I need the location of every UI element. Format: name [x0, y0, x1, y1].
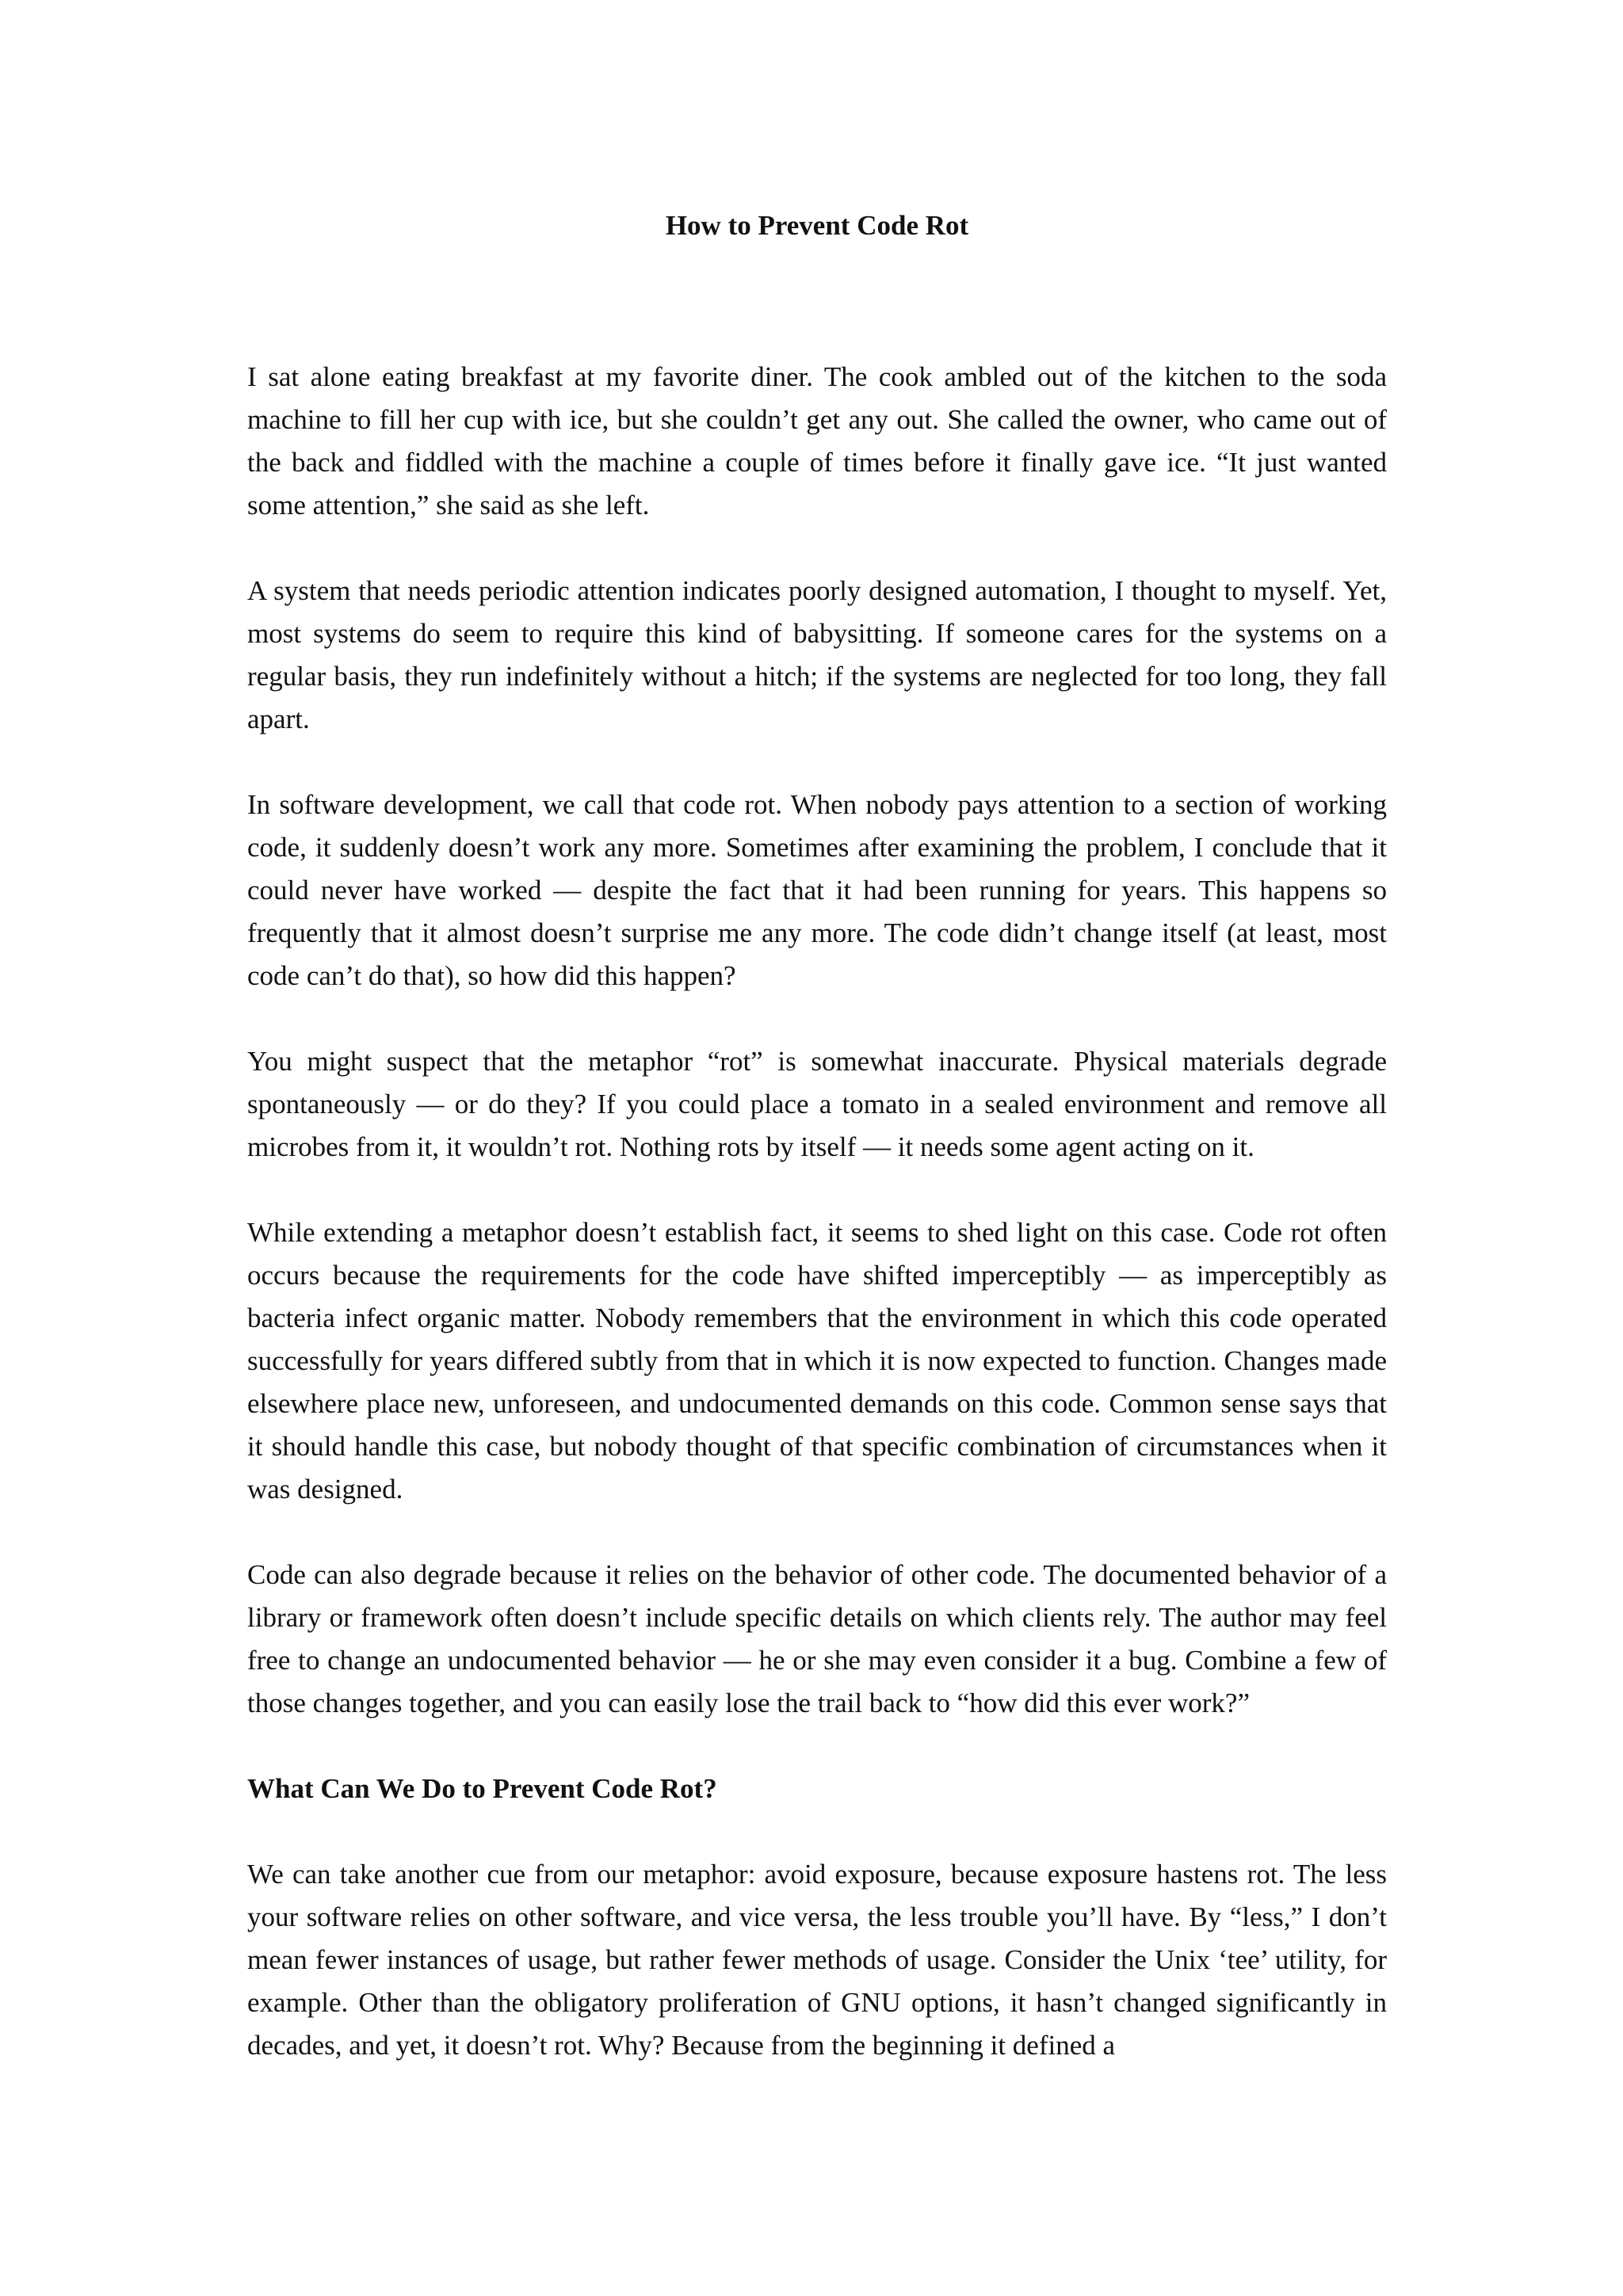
- paragraph-code-rot: In software development, we call that code rot. When nobody pays attention to a section of working code, it suddenly doesn’t work any more. Sometimes after examining the problem, I conclude that it could never have worked — despite the fact that it had been running for years. This happens so frequently that it almost doesn’t surprise me any more. The code didn’t change itself (at least, most code can’t do that), so how did this happen?: [247, 789, 1387, 991]
- paragraph-diner: I sat alone eating breakfast at my favorite diner. The cook ambled out of the kitchen to the soda machine to fill her cup with ice, but she couldn’t get any out. She called the owner, who came out of the back and fiddled with the machine a couple of times before it finally gave ice. “It just wanted some attention,” she said as she left.: [247, 361, 1387, 521]
- paragraph-spacer: [247, 1511, 1387, 1554]
- paragraph-spacer: [247, 1725, 1387, 1768]
- paragraph-spacer: [247, 997, 1387, 1040]
- paragraph-metaphor: You might suspect that the metaphor “rot” is somewhat inaccurate. Physical materials degrade spontaneously — or do they? If you could place a tomato in a sealed environment and remove all microbes from it, it wouldn’t rot. Nothing rots by itself — it needs some agent acting on it.: [247, 1046, 1387, 1162]
- paragraph-avoid-exposure: We can take another cue from our metaphor: avoid exposure, because exposure hastens rot. The less your software relies on other software, and vice versa, the less trouble you’ll have. By “less,” I don’t mean fewer instances of usage, but rather fewer methods of usage. Consider the Unix ‘tee’ utility, for example. Other than the obligatory proliferation of GNU options, it hasn’t changed significantly in decades, and yet, it doesn’t rot. Why? Because from the beginning it defined a: [247, 1859, 1387, 2061]
- document-body: [247, 206, 1387, 2067]
- paragraph-periodic-attention: A system that needs periodic attention indicates poorly designed automation, I thought to myself. Yet, most systems do seem to require this kind of babysitting. If someone cares for the systems on a regular basis, they run indefinitely without a hitch; if the systems are neglected for too long, they fall apart.: [247, 575, 1387, 734]
- paragraph-spacer: [247, 527, 1387, 570]
- section-heading: What Can We Do to Prevent Code Rot?: [247, 1773, 717, 1804]
- title-spacer: [247, 245, 1387, 356]
- paragraph-requirements-shift: While extending a metaphor doesn’t establish fact, it seems to shed light on this case. Code rot often occurs because the requirements for the code have shifted imperceptibly — as imperceptibly as bacteria infect organic matter. Nobody remembers that the environment in which this code operated successfully for years differed subtly from that in which it is now expected to function. Changes made elsewhere place new, unforeseen, and undocumented demands on this code. Common sense says that it should handle this case, but nobody thought of that specific combination of circumstances when it was designed.: [247, 1217, 1387, 1505]
- paragraph-spacer: [247, 1810, 1387, 1853]
- paragraph-spacer: [247, 1169, 1387, 1211]
- paragraph-dependencies: Code can also degrade because it relies on the behavior of other code. The documented behavior of a library or framework often doesn’t include specific details on which clients rely. The author may feel free to change an undocumented behavior — he or she may even consider it a bug. Combine a few of those changes together, and you can easily lose the trail back to “how did this ever work?”: [247, 1559, 1387, 1718]
- paragraph-spacer: [247, 741, 1387, 784]
- document-title: How to Prevent Code Rot: [665, 210, 969, 241]
